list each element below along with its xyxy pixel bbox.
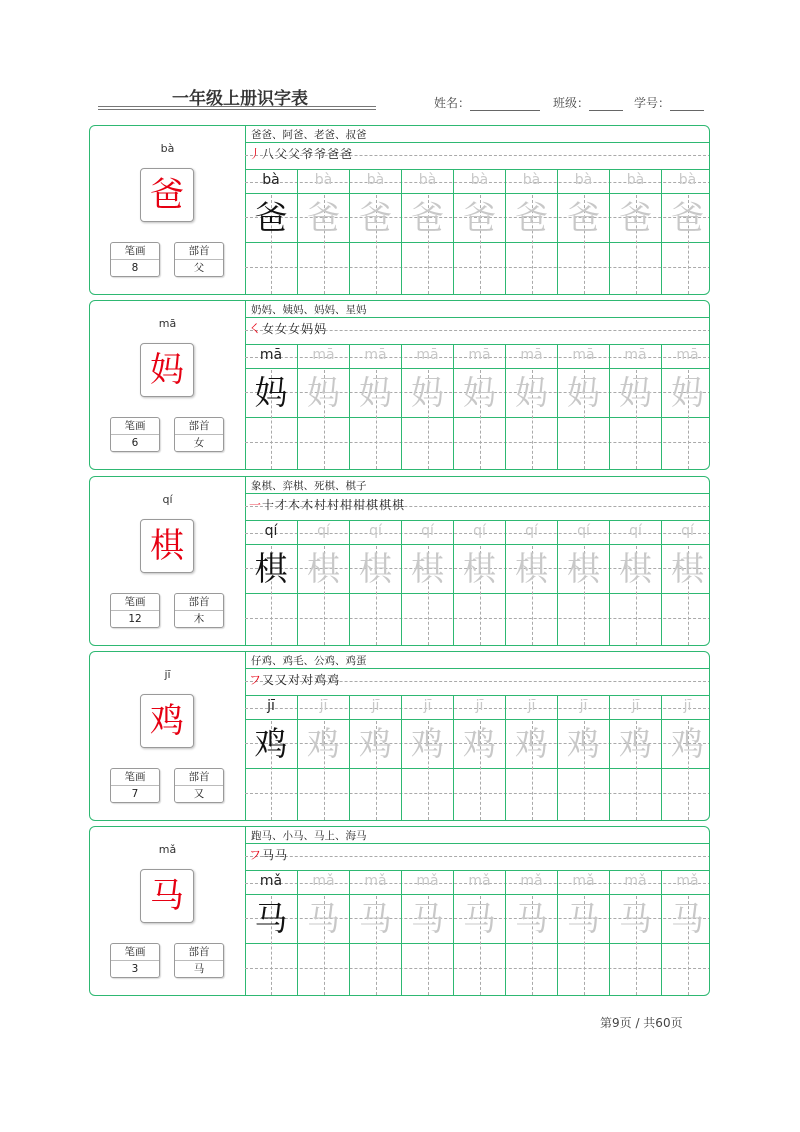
practice-cell[interactable] <box>505 345 557 469</box>
row-line <box>245 142 710 143</box>
stroke-step: 女 <box>288 322 302 336</box>
radical-value: 马 <box>193 963 205 975</box>
practice-pinyin: mā <box>364 347 387 363</box>
practice-char: 爸 <box>463 198 496 237</box>
stroke-step: 十 <box>262 498 276 512</box>
stroke-step: 又 <box>275 673 289 687</box>
practice-char: 爸 <box>254 198 288 237</box>
practice-pinyin: bà <box>418 172 437 188</box>
practice-cell[interactable] <box>453 170 505 294</box>
stroke-step: 对 <box>301 673 315 687</box>
practice-pinyin: mā <box>520 347 543 363</box>
practice-char: 妈 <box>515 373 548 412</box>
practice-pinyin: mǎ <box>364 873 387 889</box>
practice-char: 马 <box>254 899 288 938</box>
practice-cell[interactable] <box>297 521 349 645</box>
practice-char: 妈 <box>671 373 704 412</box>
character-display: 棋 <box>140 519 194 573</box>
row-line <box>245 668 710 669</box>
practice-cell[interactable] <box>401 170 453 294</box>
radical-value: 父 <box>193 262 205 274</box>
practice-cell[interactable] <box>609 871 661 995</box>
practice-pinyin: qí <box>577 523 590 539</box>
practice-cell[interactable] <box>557 345 609 469</box>
practice-area <box>245 301 710 469</box>
practice-pinyin: qí <box>369 523 382 539</box>
practice-cell[interactable] <box>349 696 401 820</box>
practice-pinyin: mā <box>676 347 699 363</box>
practice-cell[interactable] <box>661 521 710 645</box>
practice-char: 鸡 <box>463 724 496 763</box>
practice-char: 马 <box>567 899 600 938</box>
practice-pinyin: bà <box>626 172 645 188</box>
practice-grid <box>245 170 710 294</box>
practice-grid <box>245 345 710 469</box>
practice-char: 爸 <box>619 198 652 237</box>
stroke-count-label: 笔画 <box>111 594 159 611</box>
stroke-step: 丿 <box>249 147 263 161</box>
stroke-step: 爷 <box>314 147 328 161</box>
practice-pinyin: jī <box>267 698 275 714</box>
stroke-order <box>249 846 288 863</box>
character-pinyin: mǎ <box>158 843 177 856</box>
stroke-step: 父 <box>275 147 289 161</box>
practice-pinyin: mǎ <box>572 873 595 889</box>
practice-char: 鸡 <box>359 724 392 763</box>
radical-box <box>174 417 224 452</box>
practice-char: 棋 <box>254 549 288 588</box>
stroke-count-value: 12 <box>128 613 142 625</box>
word-examples: 象棋、弈棋、死棋、棋子 <box>251 480 367 492</box>
practice-pinyin: jī <box>371 698 380 714</box>
practice-cell[interactable] <box>245 345 297 469</box>
practice-cell[interactable] <box>297 170 349 294</box>
radical-label: 部首 <box>175 944 223 961</box>
page-number: 第9页 / 共60页 <box>600 1016 683 1030</box>
character-info <box>90 126 246 294</box>
radical-label: 部首 <box>175 769 223 786</box>
row-guide <box>245 856 710 857</box>
stroke-step: 女 <box>262 322 276 336</box>
practice-cell[interactable] <box>297 345 349 469</box>
word-examples: 跑马、小马、马上、海马 <box>251 830 367 842</box>
practice-pinyin: bà <box>522 172 541 188</box>
practice-char: 鸡 <box>254 724 288 763</box>
practice-pinyin: jī <box>423 698 432 714</box>
practice-pinyin: mǎ <box>676 873 699 889</box>
practice-pinyin: jī <box>683 698 692 714</box>
character-card <box>89 826 710 996</box>
stroke-step: 木 <box>288 498 302 512</box>
character-card <box>89 125 710 295</box>
stroke-step: 女 <box>275 322 289 336</box>
stroke-step: 鸡 <box>314 673 328 687</box>
character-info <box>90 477 246 645</box>
practice-pinyin: mā <box>572 347 595 363</box>
name-field[interactable] <box>434 94 540 111</box>
stroke-count-box <box>110 242 160 277</box>
stroke-step: 村 <box>327 498 341 512</box>
practice-char: 马 <box>307 899 340 938</box>
practice-cell[interactable] <box>505 871 557 995</box>
practice-pinyin: jī <box>579 698 588 714</box>
practice-cell[interactable] <box>245 871 297 995</box>
practice-cell[interactable] <box>453 871 505 995</box>
practice-cell[interactable] <box>557 696 609 820</box>
practice-cell[interactable] <box>349 871 401 995</box>
practice-char: 鸡 <box>567 724 600 763</box>
practice-pinyin: bà <box>314 172 333 188</box>
character-card <box>89 300 710 470</box>
practice-char: 爸 <box>671 198 704 237</box>
stroke-step: フ <box>249 673 263 687</box>
stroke-step: 又 <box>262 673 276 687</box>
practice-pinyin: mā <box>468 347 491 363</box>
radical-label: 部首 <box>175 594 223 611</box>
practice-cell[interactable] <box>349 345 401 469</box>
practice-char: 妈 <box>359 373 392 412</box>
practice-char: 马 <box>515 899 548 938</box>
practice-pinyin: mā <box>312 347 335 363</box>
stroke-step: 对 <box>288 673 302 687</box>
id-blank[interactable] <box>670 98 704 111</box>
stroke-count-label: 笔画 <box>111 418 159 435</box>
practice-area <box>245 477 710 645</box>
stroke-step: 妈 <box>301 322 315 336</box>
radical-box <box>174 768 224 803</box>
practice-pinyin: mǎ <box>312 873 335 889</box>
stroke-step: 马 <box>275 848 289 862</box>
practice-pinyin: mā <box>624 347 647 363</box>
stroke-step: 爸 <box>340 147 354 161</box>
character-pinyin: jī <box>164 668 171 681</box>
practice-char: 马 <box>463 899 496 938</box>
worksheet-header <box>0 0 800 120</box>
character-card <box>89 651 710 821</box>
practice-char: 鸡 <box>411 724 444 763</box>
title-underline <box>98 106 376 107</box>
practice-pinyin: bà <box>574 172 593 188</box>
class-blank[interactable] <box>589 98 623 111</box>
stroke-step: 木 <box>301 498 315 512</box>
row-line <box>245 493 710 494</box>
practice-cell[interactable] <box>609 696 661 820</box>
practice-pinyin: mǎ <box>416 873 439 889</box>
practice-pinyin: qí <box>629 523 642 539</box>
stroke-step: 爷 <box>301 147 315 161</box>
practice-cell[interactable] <box>661 170 710 294</box>
practice-char: 鸡 <box>307 724 340 763</box>
stroke-count-box <box>110 768 160 803</box>
practice-char: 鸡 <box>515 724 548 763</box>
practice-pinyin: bà <box>470 172 489 188</box>
practice-cell[interactable] <box>245 521 297 645</box>
practice-char: 妈 <box>619 373 652 412</box>
practice-cell[interactable] <box>557 521 609 645</box>
practice-cell[interactable] <box>453 696 505 820</box>
radical-label: 部首 <box>175 418 223 435</box>
stroke-step: 村 <box>314 498 328 512</box>
practice-char: 棋 <box>307 549 340 588</box>
practice-char: 棋 <box>671 549 704 588</box>
stroke-order <box>249 145 353 162</box>
name-blank[interactable] <box>470 98 540 111</box>
practice-pinyin: bà <box>366 172 385 188</box>
practice-pinyin: mā <box>259 347 283 363</box>
practice-cell[interactable] <box>453 521 505 645</box>
practice-cell[interactable] <box>505 170 557 294</box>
stroke-step: 爸 <box>327 147 341 161</box>
stroke-step: 父 <box>288 147 302 161</box>
practice-char: 鸡 <box>671 724 704 763</box>
practice-pinyin: mā <box>416 347 439 363</box>
radical-box <box>174 593 224 628</box>
character-pinyin: qí <box>162 493 173 506</box>
practice-char: 妈 <box>463 373 496 412</box>
practice-pinyin: qí <box>525 523 538 539</box>
practice-pinyin: bà <box>262 172 280 188</box>
practice-area <box>245 126 710 294</box>
title-underline-2 <box>98 109 376 110</box>
character-display: 妈 <box>140 343 194 397</box>
stroke-count-box <box>110 593 160 628</box>
practice-pinyin: jī <box>319 698 328 714</box>
character-pinyin: bà <box>160 142 175 155</box>
practice-char: 爸 <box>359 198 392 237</box>
practice-char: 棋 <box>411 549 444 588</box>
radical-box <box>174 242 224 277</box>
practice-cell[interactable] <box>401 345 453 469</box>
character-display: 爸 <box>140 168 194 222</box>
practice-cell[interactable] <box>505 696 557 820</box>
practice-cell[interactable] <box>245 696 297 820</box>
practice-cell[interactable] <box>505 521 557 645</box>
practice-grid <box>245 696 710 820</box>
practice-pinyin: qí <box>421 523 434 539</box>
practice-pinyin: mǎ <box>520 873 543 889</box>
practice-cell[interactable] <box>349 170 401 294</box>
practice-cell[interactable] <box>401 696 453 820</box>
practice-cell[interactable] <box>401 521 453 645</box>
practice-pinyin: jī <box>527 698 536 714</box>
practice-cell[interactable] <box>609 521 661 645</box>
stroke-count-value: 8 <box>131 262 139 274</box>
character-pinyin: mā <box>158 317 177 330</box>
practice-cell[interactable] <box>297 696 349 820</box>
practice-cell[interactable] <box>661 696 710 820</box>
practice-cell[interactable] <box>557 871 609 995</box>
practice-char: 妈 <box>254 373 288 412</box>
practice-pinyin: qí <box>264 523 278 539</box>
radical-box <box>174 943 224 978</box>
practice-char: 棋 <box>619 549 652 588</box>
practice-char: 马 <box>411 899 444 938</box>
row-line <box>245 843 710 844</box>
stroke-step: 鸡 <box>327 673 341 687</box>
radical-value: 木 <box>193 613 205 625</box>
practice-cell[interactable] <box>453 345 505 469</box>
stroke-step: 马 <box>262 848 276 862</box>
practice-char: 爸 <box>411 198 444 237</box>
stroke-step: 棋 <box>392 498 406 512</box>
practice-pinyin: jī <box>475 698 484 714</box>
practice-grid <box>245 871 710 995</box>
practice-char: 马 <box>671 899 704 938</box>
practice-cell[interactable] <box>609 345 661 469</box>
practice-pinyin: mǎ <box>259 873 283 889</box>
word-examples: 奶妈、姨妈、妈妈、星妈 <box>251 304 367 316</box>
stroke-count-label: 笔画 <box>111 944 159 961</box>
stroke-step: 柑 <box>340 498 354 512</box>
practice-cell[interactable] <box>349 521 401 645</box>
practice-char: 棋 <box>515 549 548 588</box>
practice-char: 棋 <box>567 549 600 588</box>
practice-char: 妈 <box>411 373 444 412</box>
practice-char: 马 <box>619 899 652 938</box>
page-title: 一年级上册识字表 <box>172 89 308 109</box>
class-label: 班级： <box>553 96 590 110</box>
practice-pinyin: bà <box>678 172 697 188</box>
stroke-order <box>249 496 405 513</box>
stroke-count-box <box>110 943 160 978</box>
stroke-count-box <box>110 417 160 452</box>
practice-pinyin: qí <box>473 523 486 539</box>
practice-cell[interactable] <box>609 170 661 294</box>
practice-pinyin: qí <box>317 523 330 539</box>
radical-value: 又 <box>193 788 205 800</box>
stroke-step: 一 <box>249 498 263 512</box>
row-line <box>245 317 710 318</box>
character-card <box>89 476 710 646</box>
stroke-step: 柑 <box>353 498 367 512</box>
stroke-count-value: 6 <box>131 437 139 449</box>
practice-pinyin: mǎ <box>624 873 647 889</box>
practice-grid <box>245 521 710 645</box>
practice-char: 妈 <box>307 373 340 412</box>
id-field[interactable] <box>634 94 704 111</box>
stroke-step: 妈 <box>314 322 328 336</box>
class-field[interactable] <box>553 94 623 111</box>
character-info <box>90 827 246 995</box>
stroke-order <box>249 671 340 688</box>
practice-pinyin: jī <box>631 698 640 714</box>
word-examples: 仔鸡、鸡毛、公鸡、鸡蛋 <box>251 655 367 667</box>
character-display: 马 <box>140 869 194 923</box>
character-info <box>90 652 246 820</box>
practice-cell[interactable] <box>661 871 710 995</box>
character-display: 鸡 <box>140 694 194 748</box>
practice-char: 爸 <box>515 198 548 237</box>
practice-char: 爸 <box>307 198 340 237</box>
stroke-step: 棋 <box>366 498 380 512</box>
radical-value: 女 <box>193 437 205 449</box>
id-label: 学号： <box>634 96 671 110</box>
practice-char: 爸 <box>567 198 600 237</box>
practice-cell[interactable] <box>401 871 453 995</box>
stroke-count-value: 7 <box>131 788 139 800</box>
practice-pinyin: mǎ <box>468 873 491 889</box>
practice-char: 妈 <box>567 373 600 412</box>
stroke-step: 八 <box>262 147 276 161</box>
practice-area <box>245 652 710 820</box>
stroke-step: ㇛ <box>249 322 263 336</box>
practice-pinyin: qí <box>681 523 694 539</box>
stroke-step: 棋 <box>379 498 393 512</box>
practice-cell[interactable] <box>297 871 349 995</box>
practice-char: 马 <box>359 899 392 938</box>
radical-label: 部首 <box>175 243 223 260</box>
word-examples: 爸爸、阿爸、老爸、叔爸 <box>251 129 367 141</box>
practice-char: 棋 <box>359 549 392 588</box>
practice-char: 鸡 <box>619 724 652 763</box>
practice-char: 棋 <box>463 549 496 588</box>
practice-cell[interactable] <box>661 345 710 469</box>
practice-cell[interactable] <box>557 170 609 294</box>
stroke-count-label: 笔画 <box>111 769 159 786</box>
stroke-step: フ <box>249 848 263 862</box>
stroke-count-label: 笔画 <box>111 243 159 260</box>
practice-cell[interactable] <box>245 170 297 294</box>
stroke-order <box>249 320 327 337</box>
practice-area <box>245 827 710 995</box>
character-info <box>90 301 246 469</box>
stroke-step: 才 <box>275 498 289 512</box>
stroke-count-value: 3 <box>131 963 139 975</box>
name-label: 姓名： <box>434 96 471 110</box>
